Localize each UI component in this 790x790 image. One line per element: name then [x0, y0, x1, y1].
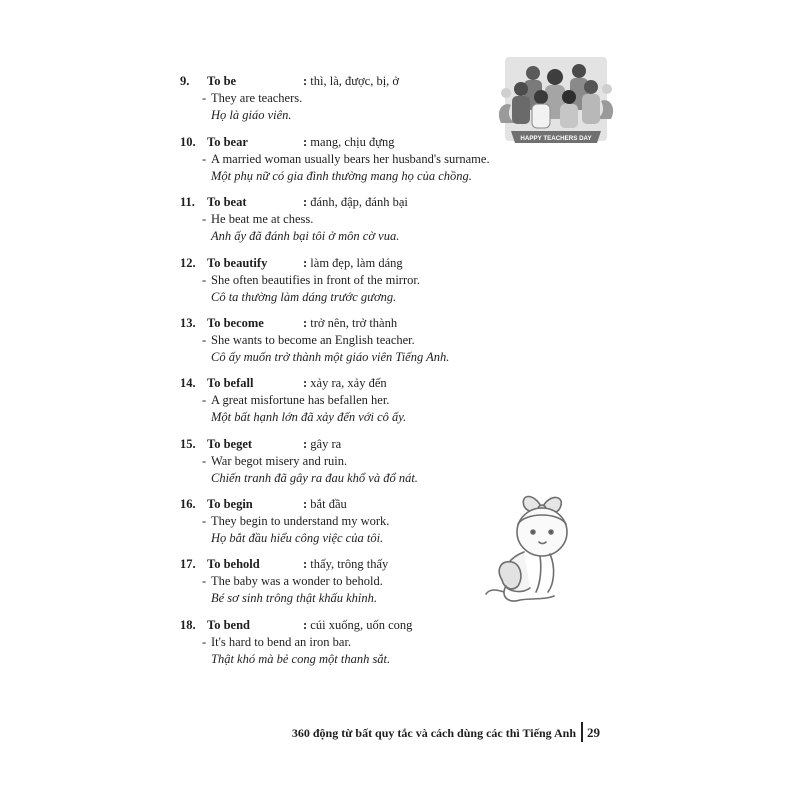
person-body	[560, 104, 578, 128]
verb-word: To become	[207, 316, 264, 330]
baby-eye	[531, 530, 535, 534]
example-sentence: She wants to become an English teacher.	[211, 333, 415, 347]
example-sentence: She often beautifies in front of the mirror.	[211, 273, 420, 287]
example-sentence: They begin to understand my work.	[211, 514, 390, 528]
verb-word: To beget	[207, 437, 253, 451]
entry-number: 15.	[180, 437, 196, 451]
entry-number: 14.	[180, 376, 196, 390]
person-body	[512, 96, 530, 124]
example-translation: Thật khó mà bẻ cong một thanh sắt.	[211, 652, 391, 666]
verb-meaning: : gây ra	[303, 435, 341, 453]
verb-meaning: : bắt đầu	[303, 495, 347, 513]
verb-entry-13: 13. To become : trở nên, trở thành - She wants to become an English teacher. Cô ấy muốn trở thành một giáo viên Tiếng Anh.	[180, 314, 520, 366]
baby-illustration	[478, 488, 600, 610]
teachers-day-illustration	[497, 53, 615, 151]
page-footer	[291, 722, 600, 744]
example-translation: Họ bắt đầu hiểu công việc của tôi.	[211, 531, 384, 545]
example-translation: Một bất hạnh lớn đã xảy đến với cô ấy.	[211, 410, 407, 424]
verb-entry-17: 17. To behold : thấy, trông thấy - The baby was a wonder to behold. Bé sơ sinh trông thật khấu khỉnh.	[180, 555, 520, 607]
example-sentence: The baby was a wonder to behold.	[211, 574, 383, 588]
example-translation: Họ là giáo viên.	[211, 108, 292, 122]
example-sentence: He beat me at chess.	[211, 212, 314, 226]
person-head	[562, 90, 576, 104]
example-translation: Một phụ nữ có gia đình thường mang họ của chồng.	[211, 169, 472, 183]
verb-meaning: : thấy, trông thấy	[303, 555, 388, 573]
footer-divider	[581, 722, 583, 742]
verb-entry-12: 12. To beautify : làm đẹp, làm dáng - She often beautifies in front of the mirror. Cô ta thường làm dáng trước gương.	[180, 254, 520, 306]
verb-word: To begin	[207, 497, 253, 511]
verb-meaning: : thì, là, được, bị, ở	[303, 72, 399, 90]
example-translation: Cô ấy muốn trở thành một giáo viên Tiếng Anh.	[211, 350, 450, 364]
banner-text: HAPPY TEACHERS DAY	[520, 135, 592, 142]
verb-meaning: : trở nên, trở thành	[303, 314, 397, 332]
verb-entry-14: 14. To befall : xảy ra, xảy đến - A great misfortune has befallen her. Một bất hạnh lớn đã xảy đến với cô ấy.	[180, 374, 520, 426]
example-translation: Cô ta thường làm dáng trước gương.	[211, 290, 397, 304]
example-sentence: It's hard to bend an iron bar.	[211, 635, 352, 649]
verb-entry-18: 18. To bend : cúi xuống, uốn cong - It's hard to bend an iron bar. Thật khó mà bẻ cong một thanh sắt.	[180, 616, 520, 668]
example-sentence: War begot misery and ruin.	[211, 454, 348, 468]
entry-number: 11.	[180, 195, 195, 209]
entry-number: 9.	[180, 74, 190, 88]
entry-number: 12.	[180, 256, 196, 270]
person-head	[547, 69, 563, 85]
verb-word: To beautify	[207, 256, 268, 270]
verb-meaning: : cúi xuống, uốn cong	[303, 616, 412, 634]
entry-number: 16.	[180, 497, 196, 511]
verb-meaning: : đánh, đập, đánh bại	[303, 193, 408, 211]
example-translation: Anh ấy đã đánh bại tôi ở môn cờ vua.	[211, 229, 400, 243]
example-sentence: A married woman usually bears her husband's surname.	[211, 152, 490, 166]
person-head	[514, 82, 528, 96]
verb-entry-9: 9. To be : thì, là, được, bị, ở - They are teachers. Họ là giáo viên.	[180, 72, 520, 124]
baby-arm	[536, 556, 541, 592]
example-sentence: They are teachers.	[211, 91, 303, 105]
flower-right	[602, 84, 612, 94]
baby-eye	[549, 530, 553, 534]
verb-meaning: : làm đẹp, làm dáng	[303, 254, 403, 272]
entry-number: 18.	[180, 618, 196, 632]
book-title: 360 động từ bất quy tắc và cách dùng các thì Tiếng Anh	[291, 726, 576, 740]
example-translation: Chiến tranh đã gây ra đau khổ và đổ nát.	[211, 471, 418, 485]
person-head	[572, 64, 586, 78]
verb-entry-15: 15. To beget : gây ra - War begot misery and ruin. Chiến tranh đã gây ra đau khổ và đổ nát.	[180, 435, 520, 487]
verb-word: To befall	[207, 376, 254, 390]
verb-meaning: : xảy ra, xảy đến	[303, 374, 387, 392]
person-body	[532, 104, 550, 128]
verb-entry-16: 16. To begin : bắt đầu - They begin to understand my work. Họ bắt đầu hiểu công việc của tôi.	[180, 495, 520, 547]
page-number: 29	[587, 725, 600, 740]
person-head	[584, 80, 598, 94]
verb-word: To bend	[207, 618, 250, 632]
verb-word: To be	[207, 74, 237, 88]
verb-entry-11: 11. To beat : đánh, đập, đánh bại - He beat me at chess. Anh ấy đã đánh bại tôi ở môn cờ vua.	[180, 193, 520, 245]
baby-arm	[548, 554, 554, 592]
person-head	[526, 66, 540, 80]
entry-number: 13.	[180, 316, 196, 330]
verb-word: To beat	[207, 195, 247, 209]
verb-meaning: : mang, chịu đựng	[303, 133, 395, 151]
verb-word: To bear	[207, 135, 248, 149]
diaper	[499, 562, 521, 589]
entry-number: 17.	[180, 557, 196, 571]
verb-entry-10: 10. To bear : mang, chịu đựng - A married woman usually bears her husband's surname. Một phụ nữ có gia đình thường mang họ của chồng.	[180, 133, 520, 185]
example-sentence: A great misfortune has befallen her.	[211, 393, 390, 407]
person-body	[582, 94, 600, 124]
verb-word: To behold	[207, 557, 260, 571]
entry-number: 10.	[180, 135, 196, 149]
flower-left	[501, 88, 511, 98]
baby-foot	[486, 590, 504, 594]
example-translation: Bé sơ sinh trông thật khấu khỉnh.	[211, 591, 378, 605]
person-head	[534, 90, 548, 104]
